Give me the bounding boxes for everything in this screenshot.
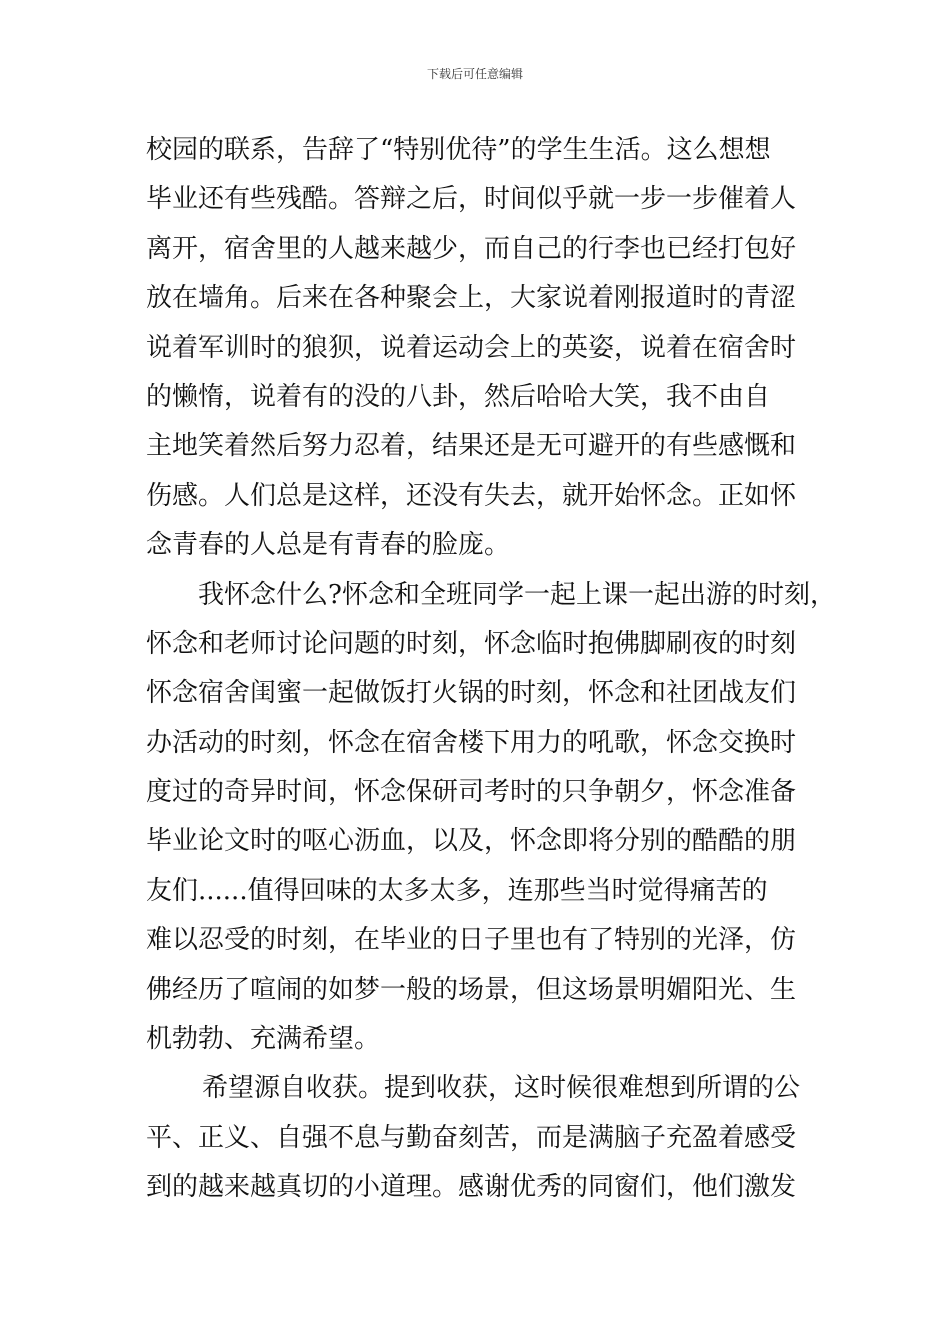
text-line: 伤感。人们总是这样，还没有失去，就开始怀念。正如怀 <box>146 480 797 511</box>
paragraph-1 <box>146 126 810 571</box>
text-line: 度过的奇异时间，怀念保研司考时的只争朝夕，怀念准备 <box>146 777 797 808</box>
document-body <box>146 126 836 1213</box>
text-line: 校园的联系，告辞了“特别优待”的学生生活。这么想想 <box>146 135 771 165</box>
text-line: 怀念宿舍闺蜜一起做饭打火锅的时刻，怀念和社团战友们 <box>146 678 797 709</box>
text-line: 主地笑着然后努力忍着，结果还是无可避开的有些感慨和 <box>146 431 797 462</box>
text-line: 念青春的人总是有青春的脸庞。 <box>146 530 511 561</box>
paragraph-3 <box>146 1064 810 1212</box>
text-line: 友们......值得回味的太多太多，连那些当时觉得痛苦的 <box>146 875 768 906</box>
text-line: 希望源自收获。提到收获，这时候很难想到所谓的公 <box>202 1073 801 1104</box>
text-line: 放在墙角。后来在各种聚会上，大家说着刚报道时的青涩 <box>146 283 797 314</box>
text-line: 我怀念什么?怀念和全班同学一起上课一起出游的时刻， <box>198 579 836 610</box>
text-line: 难以忍受的时刻，在毕业的日子里也有了特别的光泽，仿 <box>146 925 797 956</box>
text-line: 的懒惰，说着有的没的八卦，然后哈哈大笑，我不由自 <box>146 381 771 412</box>
text-line: 机勃勃、充满希望。 <box>146 1024 381 1055</box>
text-line: 办活动的时刻，怀念在宿舍楼下用力的吼歌，怀念交换时 <box>146 727 797 758</box>
text-line: 佛经历了喧闹的如梦一般的场景，但这场景明媚阳光、生 <box>146 974 797 1005</box>
text-line: 毕业论文时的呕心沥血，以及，怀念即将分别的酷酷的朋 <box>146 826 797 857</box>
paragraph-2 <box>146 571 836 1065</box>
text-line: 离开，宿舍里的人越来越少，而自己的行李也已经打包好 <box>146 233 797 264</box>
text-line: 怀念和老师讨论问题的时刻，怀念临时抱佛脚刷夜的时刻 <box>146 628 797 659</box>
page-header: 下载后可任意编辑 <box>426 67 523 81</box>
text-line: 平、正义、自强不息与勤奋刻苦，而是满脑子充盈着感受 <box>146 1122 797 1153</box>
text-line: 说着军训时的狼狈，说着运动会上的英姿，说着在宿舍时 <box>146 332 797 363</box>
text-line: 到的越来越真切的小道理。感谢优秀的同窗们，他们激发 <box>146 1172 797 1203</box>
text-line: 毕业还有些残酷。答辩之后，时间似乎就一步一步催着人 <box>146 184 797 215</box>
